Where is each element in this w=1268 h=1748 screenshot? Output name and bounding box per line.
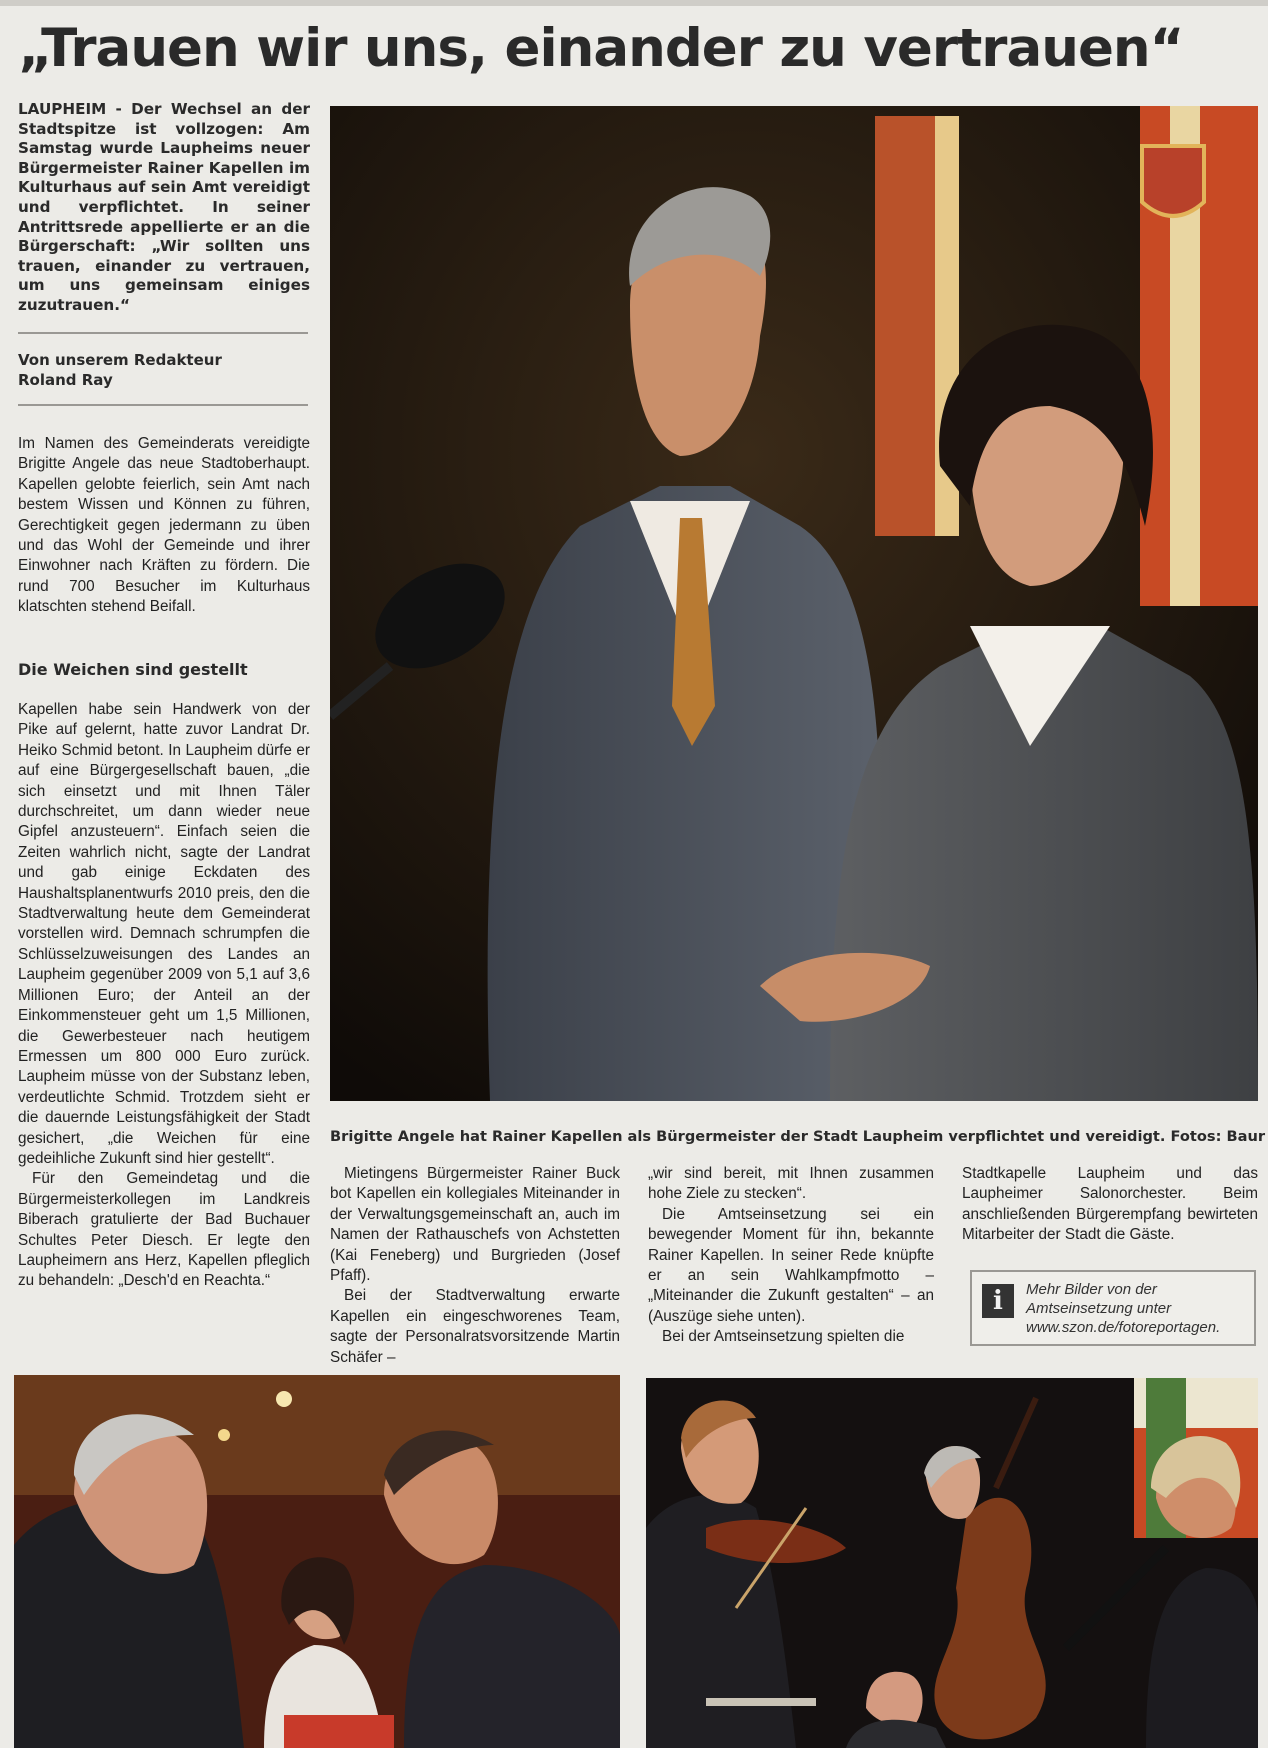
article-column-3 — [648, 1164, 934, 1348]
top-strip — [0, 0, 1268, 6]
article-paragraph: Für den Gemeindetag und die Bürgermeisterkollegen im Landkreis Biberach gratulierte der Bad Buchauer Schultes Peter Diesch. Er legte den Laupheimern ans Herz, Kapellen pfleglich zu behandeln: „Desch'd en Reachta.“ — [18, 1170, 310, 1290]
info-box-text: Mehr Bilder von der Amtseinsetzung unter www.szon.de/fotoreportagen. — [1026, 1281, 1221, 1336]
article-paragraph: Bei der Stadtverwaltung erwarte Kapellen ein eingeschworenes Team, sagte der Personalratsvorsitzende Martin Schäfer – — [330, 1287, 620, 1366]
subheading: Die Weichen sind gestellt — [18, 660, 248, 679]
info-box — [970, 1270, 1256, 1346]
article-column-1 — [18, 700, 310, 1292]
photo-caption: Brigitte Angele hat Rainer Kapellen als Bürgermeister der Stadt Laupheim verpflichtet und vereidigt. Fotos: Baur — [330, 1128, 1266, 1145]
intro-paragraph: Im Namen des Gemeinderats vereidigte Brigitte Angele das neue Stadtoberhaupt. Kapellen gelobte feierlich, sein Amt nach bestem Wissen und Können zu führen, Gerechtigkeit gegen jedermann zu üben und das Wohl der Gemeinde und ihrer Einwohner nach Kräften zu fördern. Die rund 700 Besucher im Kulturhaus klatschten stehend Beifall. — [18, 435, 310, 616]
article-paragraph: Bei der Amtseinsetzung spielten die — [662, 1328, 905, 1346]
article-paragraph: Kapellen habe sein Handwerk von der Pike auf gelernt, hatte zuvor Landrat Dr. Heiko Schmid betont. In Laupheim dürfe er auf eine Bürgergesellschaft bauen, „die sich einsetzt und mit Ihnen Täler durchschreitet, um dann wieder neue Gipfel anzusteuern“. Einfach seien die Zeiten wahrlich nicht, sagte der Landrat und gab einige Eckdaten des Haushaltsplanentwurfs 2010 preis, den die Stadtverwaltung heute dem Gemeinderat vorstellen wird. Demnach schrumpfen die Schlüsselzuweisungen des Landes an Laupheim gegenüber 2009 von 5,1 auf 3,6 Millionen Euro; der Anteil an der Einkommensteuer geht um 1,5 Millionen, die Gewerbesteuer nach heutigem Ermessen um 800 000 Euro zurück. Laupheim müsse von der Substanz leben, verdeutlichte Schmid. Trotzdem sieht er die dauernde Leistungsfähigkeit der Stadt gesichert, „die Weichen für eine gedeihliche Zukunft sind hier gestellt“. — [18, 701, 310, 1167]
byline-role: Von unserem Redakteur — [18, 351, 222, 369]
info-icon: i — [982, 1284, 1014, 1318]
byline-author: Roland Ray — [18, 371, 113, 389]
byline — [18, 350, 310, 390]
headline: „Trauen wir uns, einander zu vertrauen“ — [18, 18, 1184, 79]
bottom-left-photo-congratulations — [14, 1375, 620, 1748]
article-paragraph: Stadtkapelle Laupheim und das Laupheimer Salonorchester. Beim anschließenden Bürgerempfang bewirteten Mitarbeiter der Stadt die Gäste. — [962, 1165, 1258, 1244]
divider-rule — [18, 332, 308, 334]
article-paragraph: „wir sind bereit, mit Ihnen zusammen hohe Ziele zu stecken“. — [648, 1165, 934, 1203]
bottom-right-photo-musicians — [646, 1378, 1258, 1748]
article-column-4 — [962, 1164, 1258, 1246]
lead-paragraph: LAUPHEIM - Der Wechsel an der Stadtspitze ist vollzogen: Am Samstag wurde Laupheims neuer Bürgermeister Rainer Kapellen im Kulturhaus auf sein Amt vereidigt und verpflichtet. In seiner Antrittsrede appellierte er an die Bürgerschaft: „Wir sollten uns trauen, einander zu vertrauen, um uns gemeinsam einiges zuzutrauen.“ — [18, 100, 310, 314]
divider-rule — [18, 404, 308, 406]
article-paragraph: Mietingens Bürgermeister Rainer Buck bot Kapellen ein kollegiales Miteinander in der Verwaltungsgemeinschaft an, auch im Namen der Rathauschefs von Achstetten (Kai Feneberg) und Burgrieden (Josef Pfaff). — [330, 1165, 620, 1285]
main-photo-handshake — [330, 106, 1258, 1101]
article-paragraph: Die Amtseinsetzung sei ein bewegender Moment für ihn, bekannte Rainer Kapellen. In seiner Rede knüpfte er an sein Wahlkampfmotto – „Miteinander die Zukunft gestalten“ – an (Auszüge siehe unten). — [648, 1205, 934, 1325]
article-column-2 — [330, 1164, 620, 1368]
